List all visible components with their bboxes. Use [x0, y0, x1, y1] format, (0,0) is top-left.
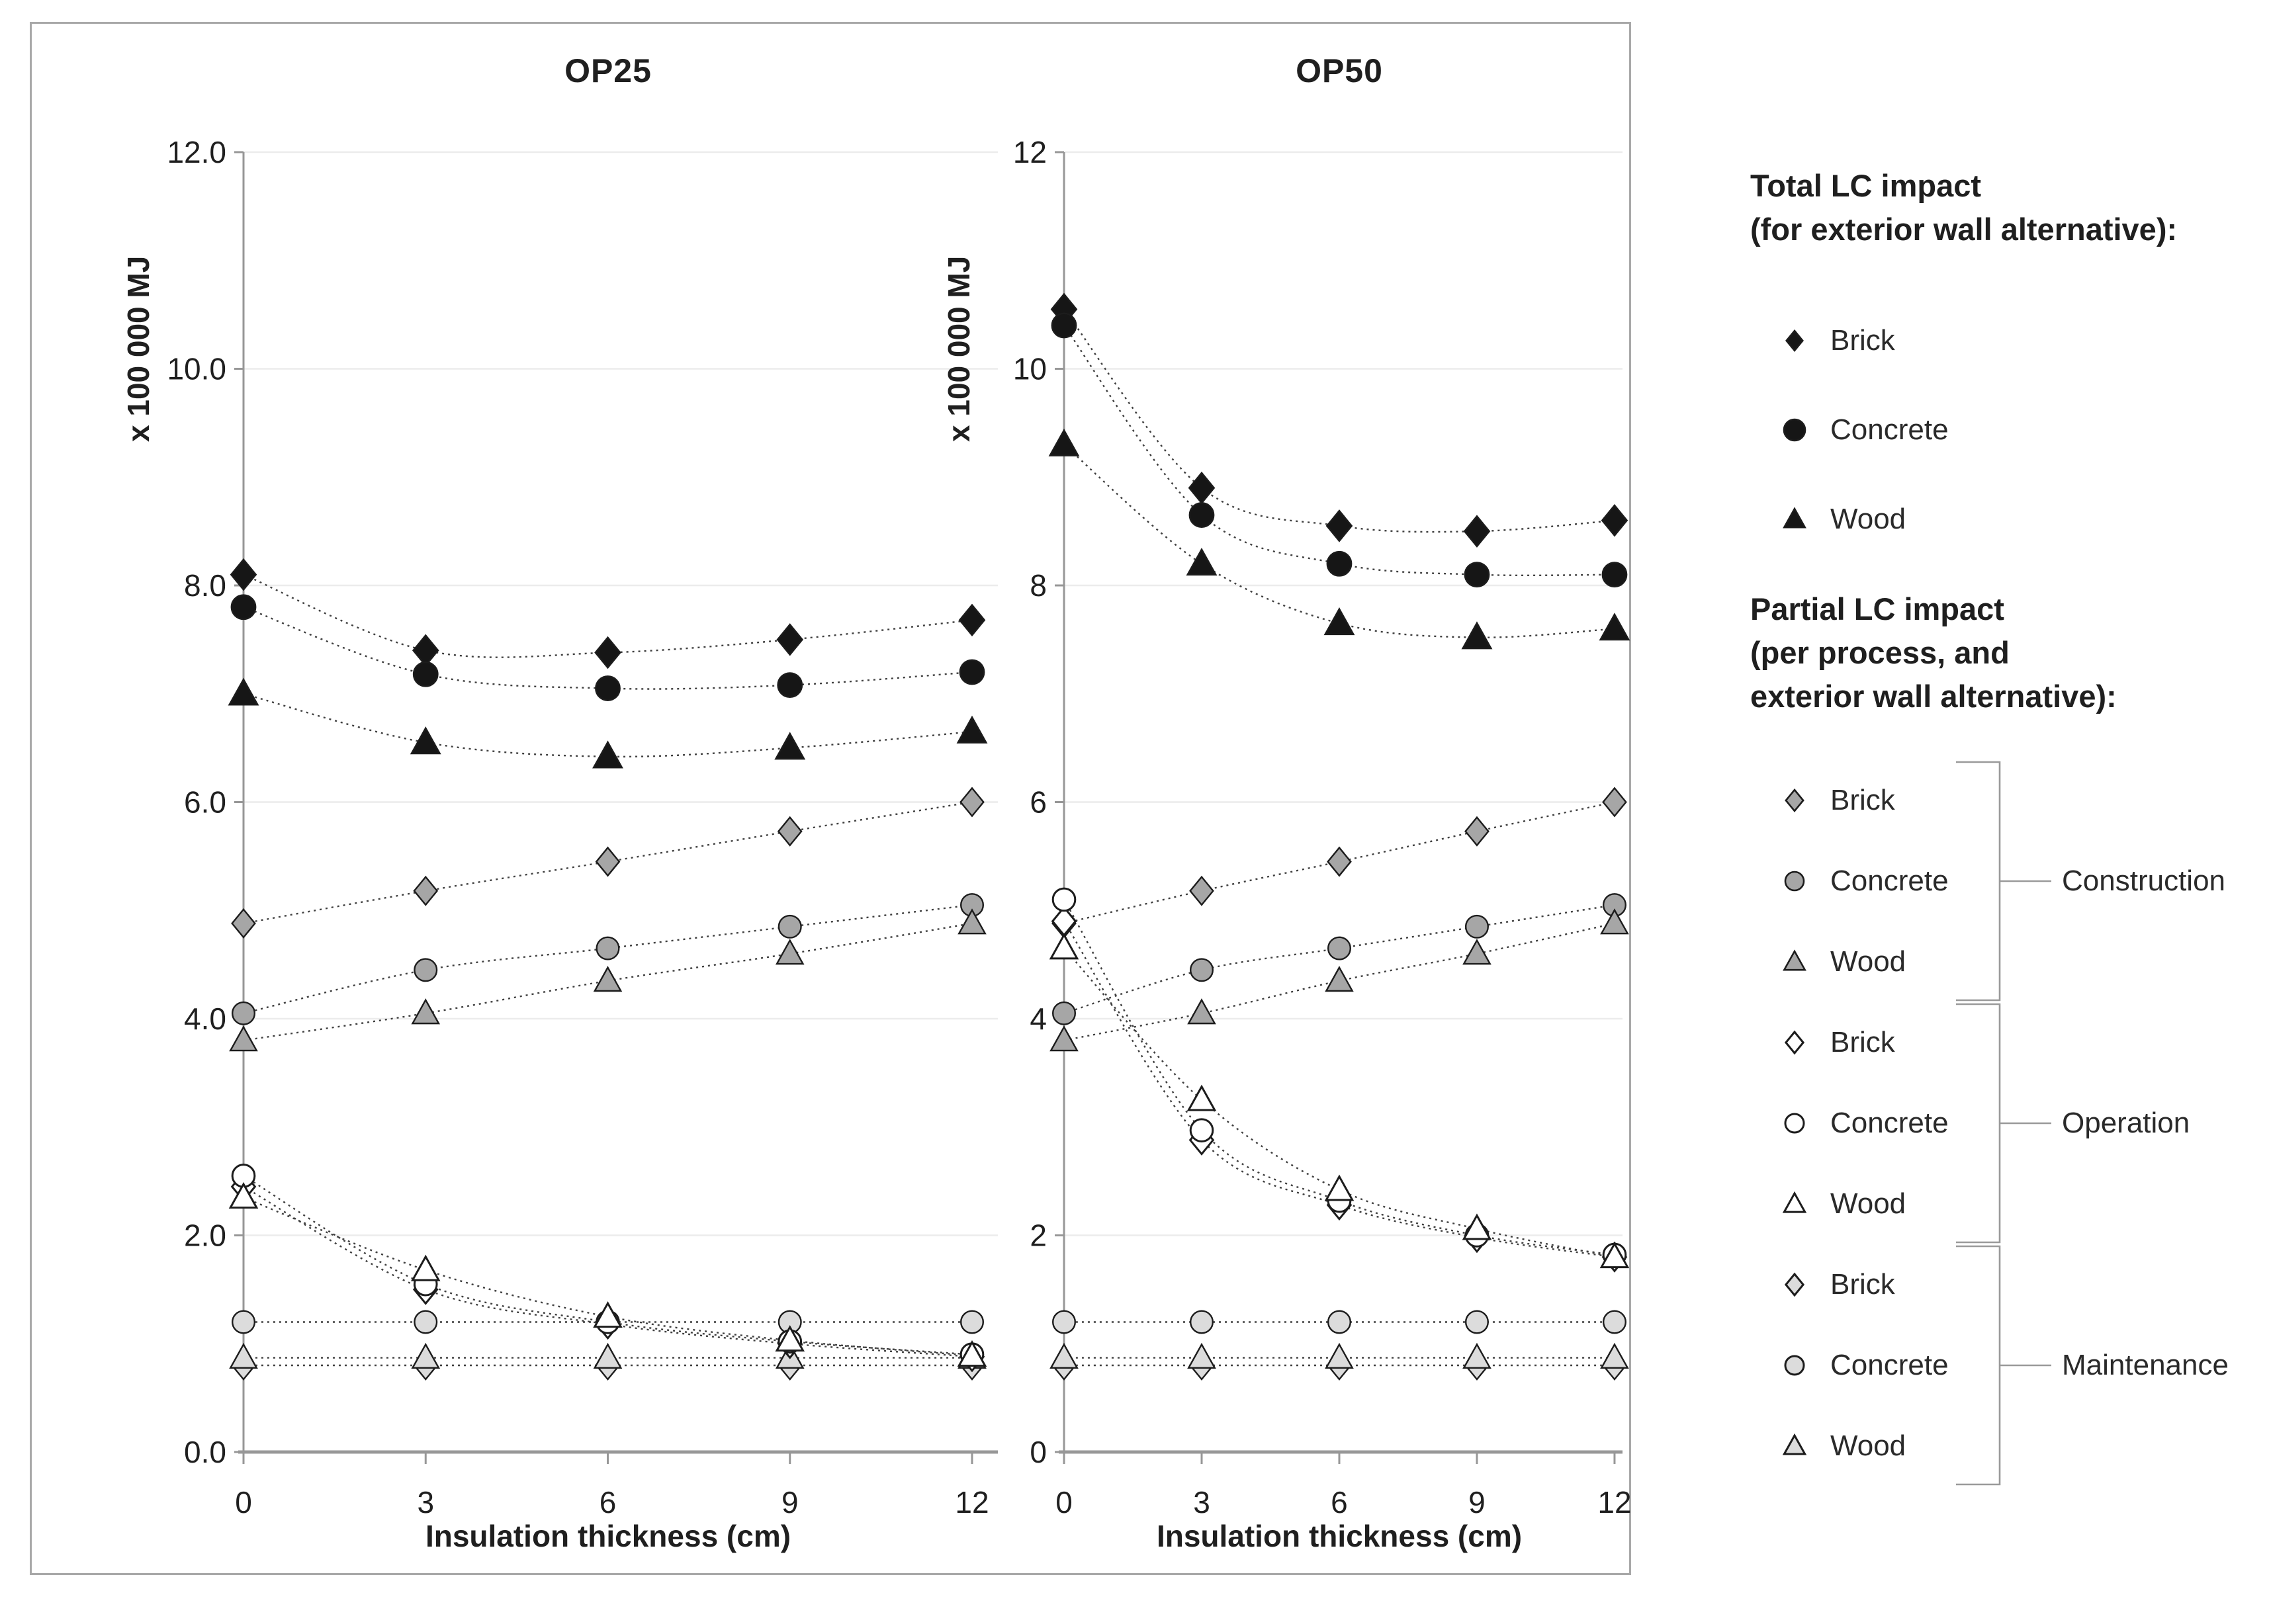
op50-marker-operation-wood-icon: [1051, 935, 1077, 958]
op50-y-tick-label: 2: [1030, 1218, 1047, 1253]
op50-y-tick-label: 12: [1012, 135, 1047, 169]
op25-y-tick-label: 10.0: [167, 351, 226, 386]
op50-marker-construction-concrete-icon: [1466, 916, 1488, 938]
legend-item-maintenance-brick: [1777, 1263, 1895, 1306]
op25-x-tick-label: 3: [417, 1485, 435, 1519]
op50-x-tick-label: 6: [1331, 1485, 1348, 1519]
op50-marker-construction-wood-icon: [1464, 941, 1490, 964]
op50-marker-total-concrete-icon: [1327, 552, 1351, 576]
legend-item-operation-brick-label: Brick: [1830, 1026, 1895, 1058]
op25-y-tick-label: 8.0: [184, 568, 226, 603]
legend-item-operation-concrete-label: Concrete: [1830, 1107, 1949, 1139]
op50-marker-total-wood-icon: [1601, 615, 1629, 640]
legend-item-construction-brick-label: Brick: [1830, 784, 1895, 816]
op25-marker-total-brick-icon: [413, 635, 438, 665]
op50-x-axis-title: Insulation thickness (cm): [1156, 1519, 1523, 1553]
legend-item-total-wood-label: Wood: [1830, 503, 1906, 535]
op25-marker-maintenance-concrete-icon: [414, 1311, 437, 1334]
op25-marker-construction-concrete-icon: [232, 1002, 255, 1025]
op50-y-tick-label: 8: [1030, 568, 1047, 603]
op50-marker-construction-brick-icon: [1328, 847, 1351, 875]
op50-marker-total-concrete-icon: [1465, 562, 1489, 586]
op50-marker-total-brick-icon: [1189, 473, 1214, 503]
op50-marker-total-wood-icon: [1050, 430, 1079, 455]
legend-partial-header-line1: Partial LC impact: [1750, 591, 2004, 626]
legend-item-operation-wood-label: Wood: [1830, 1187, 1906, 1220]
op50-x-tick-label: 9: [1468, 1485, 1486, 1519]
op50-marker-maintenance-concrete-icon: [1603, 1311, 1626, 1334]
op25-y-tick-label: 12.0: [167, 135, 226, 169]
op50-marker-maintenance-concrete-icon: [1190, 1311, 1213, 1334]
legend-item-construction-concrete-label: Concrete: [1830, 865, 1949, 897]
op50-marker-operation-wood-icon: [1326, 1177, 1353, 1200]
legend-item-construction-wood-label: Wood: [1830, 945, 1906, 978]
op25-marker-construction-brick-icon: [778, 818, 801, 845]
op25-y-axis-unit-label: x 100 000 MJ: [121, 255, 156, 442]
op50-marker-construction-wood-icon: [1601, 910, 1628, 933]
op50-marker-total-concrete-icon: [1190, 503, 1214, 527]
legend-group-label-operation: Operation: [2062, 1107, 2190, 1139]
op50-marker-total-wood-icon: [1188, 549, 1216, 574]
op50-marker-construction-brick-icon: [1603, 788, 1626, 816]
op50-marker-construction-brick-icon: [1190, 877, 1214, 905]
legend-group-label-maintenance: Maintenance: [2062, 1349, 2229, 1381]
op50-marker-operation-wood-icon: [1188, 1087, 1215, 1110]
op25-marker-total-concrete-icon: [232, 595, 255, 619]
legend-item-total-brick: [1777, 320, 1895, 362]
op50-marker-construction-concrete-icon: [1053, 1002, 1075, 1025]
op50-x-tick-label: 3: [1193, 1485, 1210, 1519]
op25-marker-construction-concrete-icon: [779, 916, 801, 938]
op50-line-total-brick: [1064, 309, 1615, 532]
legend-item-total-concrete-label: Concrete: [1830, 413, 1949, 446]
op50-marker-total-wood-icon: [1463, 623, 1491, 648]
op50-y-tick-label: 10: [1012, 351, 1047, 386]
op50-marker-total-concrete-icon: [1603, 562, 1626, 586]
op25-y-tick-label: 4.0: [184, 1002, 226, 1036]
legend-item-operation-concrete: [1777, 1102, 1949, 1144]
op25-marker-total-brick-icon: [596, 638, 621, 668]
op25-marker-total-wood-icon: [594, 742, 622, 767]
op50-x-tick-label: 12: [1597, 1485, 1632, 1519]
op50-marker-maintenance-wood-icon: [1464, 1344, 1490, 1367]
legend-item-construction-concrete: [1777, 860, 1949, 902]
op50-marker-maintenance-concrete-icon: [1053, 1311, 1075, 1334]
legend-item-operation-wood: [1777, 1183, 1906, 1225]
op50-marker-total-wood-icon: [1325, 609, 1354, 634]
op25-marker-construction-wood-icon: [777, 941, 803, 964]
legend-item-operation-brick: [1777, 1021, 1895, 1064]
op50-x-tick-label: 0: [1055, 1485, 1073, 1519]
op25-marker-total-wood-icon: [958, 717, 987, 742]
legend-item-total-wood-triangle-marker-icon: [1777, 502, 1812, 536]
op25-x-tick-label: 6: [599, 1485, 617, 1519]
op25-marker-construction-concrete-icon: [597, 937, 619, 960]
op50-marker-total-brick-icon: [1327, 511, 1352, 541]
op50-chart-title: OP50: [1296, 52, 1383, 89]
op25-marker-construction-wood-icon: [412, 1000, 439, 1023]
op25-marker-total-concrete-icon: [778, 673, 802, 697]
op25-marker-construction-concrete-icon: [414, 959, 437, 982]
legend-group-label-construction: Construction: [2062, 865, 2226, 897]
legend-item-maintenance-wood: [1777, 1425, 1906, 1467]
legend-item-maintenance-brick-label: Brick: [1830, 1268, 1895, 1301]
op25-marker-total-brick-icon: [959, 605, 985, 636]
legend-item-operation-brick-diamond-marker-icon: [1777, 1025, 1812, 1060]
op50-marker-construction-wood-icon: [1051, 1027, 1077, 1050]
op50-marker-construction-concrete-icon: [1190, 959, 1213, 982]
op25-x-tick-label: 9: [781, 1485, 799, 1519]
op25-marker-total-concrete-icon: [414, 662, 437, 686]
op50-marker-maintenance-wood-icon: [1601, 1344, 1628, 1367]
legend-item-operation-concrete-circle-marker-icon: [1777, 1106, 1812, 1140]
op25-marker-construction-brick-icon: [232, 910, 255, 937]
legend-item-construction-wood-triangle-marker-icon: [1777, 945, 1812, 979]
op50-marker-construction-brick-icon: [1466, 818, 1489, 845]
op25-marker-construction-wood-icon: [959, 910, 985, 933]
op25-marker-maintenance-concrete-icon: [961, 1311, 983, 1334]
op25-marker-construction-brick-icon: [961, 788, 984, 816]
op25-marker-construction-brick-icon: [414, 877, 437, 905]
op25-x-tick-label: 0: [235, 1485, 252, 1519]
op50-y-tick-label: 0: [1030, 1435, 1047, 1469]
op25-y-tick-label: 6.0: [184, 785, 226, 820]
legend-bracket-construction: [1956, 762, 2000, 1000]
op50-y-axis-unit-label: x 100 000 MJ: [942, 255, 976, 442]
op25-x-tick-label: 12: [955, 1485, 989, 1519]
legend-total-header-line2: (for exterior wall alternative):: [1750, 212, 2178, 247]
legend-item-maintenance-brick-diamond-marker-icon: [1777, 1267, 1812, 1302]
op50-marker-total-brick-icon: [1602, 505, 1627, 536]
legend-item-construction-brick: [1777, 779, 1895, 822]
legend-item-total-brick-diamond-marker-icon: [1777, 323, 1812, 358]
op25-y-tick-label: 0.0: [184, 1435, 226, 1469]
legend-item-construction-concrete-circle-marker-icon: [1777, 864, 1812, 898]
op50-marker-operation-concrete-icon: [1190, 1119, 1213, 1142]
op50-y-tick-label: 4: [1030, 1002, 1047, 1036]
legend-item-maintenance-wood-label: Wood: [1830, 1430, 1906, 1462]
op25-marker-construction-wood-icon: [595, 968, 621, 991]
op25-marker-construction-wood-icon: [230, 1027, 257, 1050]
op25-marker-maintenance-wood-icon: [230, 1344, 257, 1367]
op50-marker-maintenance-wood-icon: [1326, 1344, 1353, 1367]
op25-marker-maintenance-wood-icon: [412, 1344, 439, 1367]
legend-item-operation-wood-triangle-marker-icon: [1777, 1187, 1812, 1221]
op25-marker-operation-wood-icon: [412, 1257, 439, 1280]
op50-marker-total-concrete-icon: [1052, 314, 1076, 337]
op25-marker-total-wood-icon: [776, 734, 804, 759]
legend-bracket-operation: [1956, 1004, 2000, 1242]
op25-marker-maintenance-concrete-icon: [232, 1311, 255, 1334]
op25-chart-title: OP25: [564, 52, 652, 89]
legend-partial-header-line2: (per process, and: [1750, 635, 2010, 670]
legend-total-header: [1750, 164, 2177, 251]
op50-marker-operation-wood-icon: [1464, 1216, 1490, 1239]
op50-marker-total-brick-icon: [1464, 516, 1490, 546]
legend-item-total-concrete-circle-marker-icon: [1777, 413, 1812, 447]
op25-marker-total-brick-icon: [778, 624, 803, 655]
legend-item-construction-wood: [1777, 941, 1906, 983]
op50-marker-maintenance-wood-icon: [1051, 1344, 1077, 1367]
legend-total-header-line1: Total LC impact: [1750, 168, 1982, 203]
legend-item-maintenance-concrete: [1777, 1344, 1949, 1387]
legend-item-total-wood: [1777, 498, 1906, 540]
legend-item-construction-brick-diamond-marker-icon: [1777, 783, 1812, 818]
op25-y-tick-label: 2.0: [184, 1218, 226, 1253]
op25-marker-total-concrete-icon: [960, 660, 984, 684]
op50-marker-maintenance-wood-icon: [1188, 1344, 1215, 1367]
legend-item-maintenance-wood-triangle-marker-icon: [1777, 1429, 1812, 1463]
op25-marker-total-wood-icon: [230, 679, 258, 705]
op25-marker-construction-brick-icon: [596, 847, 619, 875]
op25-marker-total-wood-icon: [412, 728, 440, 753]
op50-y-tick-label: 6: [1030, 785, 1047, 820]
op25-x-axis-title: Insulation thickness (cm): [425, 1519, 791, 1553]
legend-item-maintenance-concrete-circle-marker-icon: [1777, 1348, 1812, 1383]
op50-marker-operation-concrete-icon: [1053, 888, 1075, 911]
op25-marker-total-concrete-icon: [596, 676, 619, 700]
op25-marker-maintenance-wood-icon: [595, 1344, 621, 1367]
legend-item-total-brick-label: Brick: [1830, 324, 1895, 357]
legend-partial-header-line3: exterior wall alternative):: [1750, 679, 2117, 714]
legend-partial-header: [1750, 587, 2117, 718]
op50-marker-construction-wood-icon: [1326, 968, 1353, 991]
legend-item-total-concrete: [1777, 409, 1949, 451]
legend-bracket-maintenance: [1956, 1246, 2000, 1484]
op50-marker-maintenance-concrete-icon: [1466, 1311, 1488, 1334]
op50-marker-maintenance-concrete-icon: [1328, 1311, 1351, 1334]
legend-item-maintenance-concrete-label: Concrete: [1830, 1349, 1949, 1381]
op50-marker-construction-concrete-icon: [1328, 937, 1351, 960]
